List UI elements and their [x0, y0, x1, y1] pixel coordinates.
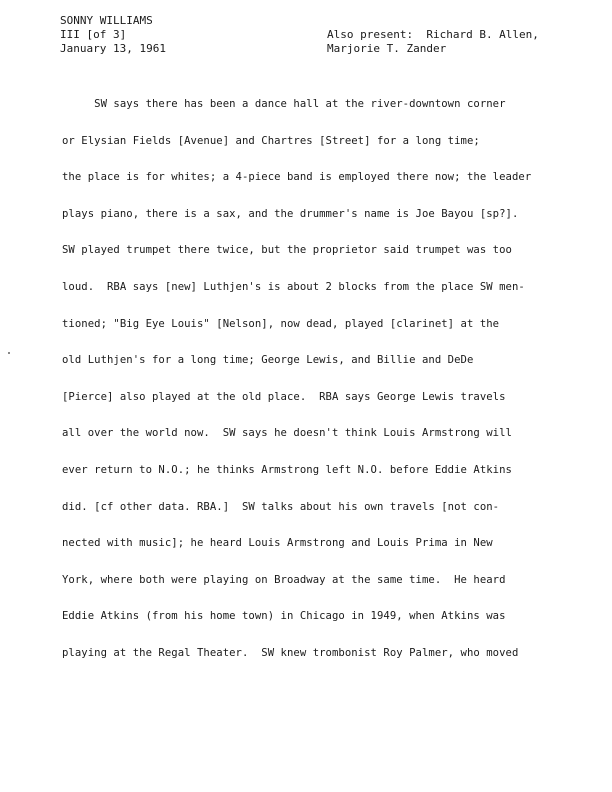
body-line: old Luthjen's for a long time; George Lewis, and Billie and DeDe — [62, 354, 474, 367]
body-line: SW played trumpet there twice, but the proprietor said trumpet was too — [62, 244, 512, 257]
also-present-line-1: Also present: Richard B. Allen, — [327, 28, 539, 41]
interview-date: January 13, 1961 — [60, 42, 166, 55]
margin-mark — [8, 352, 10, 354]
reel-number: III [of 3] — [60, 28, 127, 41]
body-line: [Pierce] also played at the old place. RBA says George Lewis travels — [62, 390, 506, 403]
body-line: playing at the Regal Theater. SW knew trombonist Roy Palmer, who moved — [62, 646, 519, 659]
body-line: ever return to N.O.; he thinks Armstrong left N.O. before Eddie Atkins — [62, 463, 512, 476]
transcript-body — [62, 95, 582, 681]
header-right — [327, 28, 539, 56]
body-line: all over the world now. SW says he doesn't think Louis Armstrong will — [62, 427, 512, 440]
body-line: plays piano, there is a sax, and the drummer's name is Joe Bayou [sp?]. — [62, 207, 519, 220]
interviewee-name: SONNY WILLIAMS — [60, 14, 153, 27]
also-present-line-2: Marjorie T. Zander — [327, 42, 447, 55]
body-line: nected with music]; he heard Louis Armstrong and Louis Prima in New — [62, 537, 493, 550]
header-left — [60, 14, 166, 56]
body-line: SW says there has been a dance hall at the river-downtown corner — [62, 98, 506, 110]
body-line: Eddie Atkins (from his home town) in Chicago in 1949, when Atkins was — [62, 610, 506, 623]
body-line: loud. RBA says [new] Luthjen's is about 2 blocks from the place SW men- — [62, 280, 525, 293]
body-line: York, where both were playing on Broadway at the same time. He heard — [62, 573, 506, 586]
body-line: or Elysian Fields [Avenue] and Chartres [Street] for a long time; — [62, 134, 480, 147]
body-line: did. [cf other data. RBA.] SW talks about his own travels [not con- — [62, 500, 500, 513]
body-line: tioned; "Big Eye Louis" [Nelson], now dead, played [clarinet] at the — [62, 317, 500, 330]
body-line: the place is for whites; a 4-piece band is employed there now; the leader — [62, 171, 532, 184]
